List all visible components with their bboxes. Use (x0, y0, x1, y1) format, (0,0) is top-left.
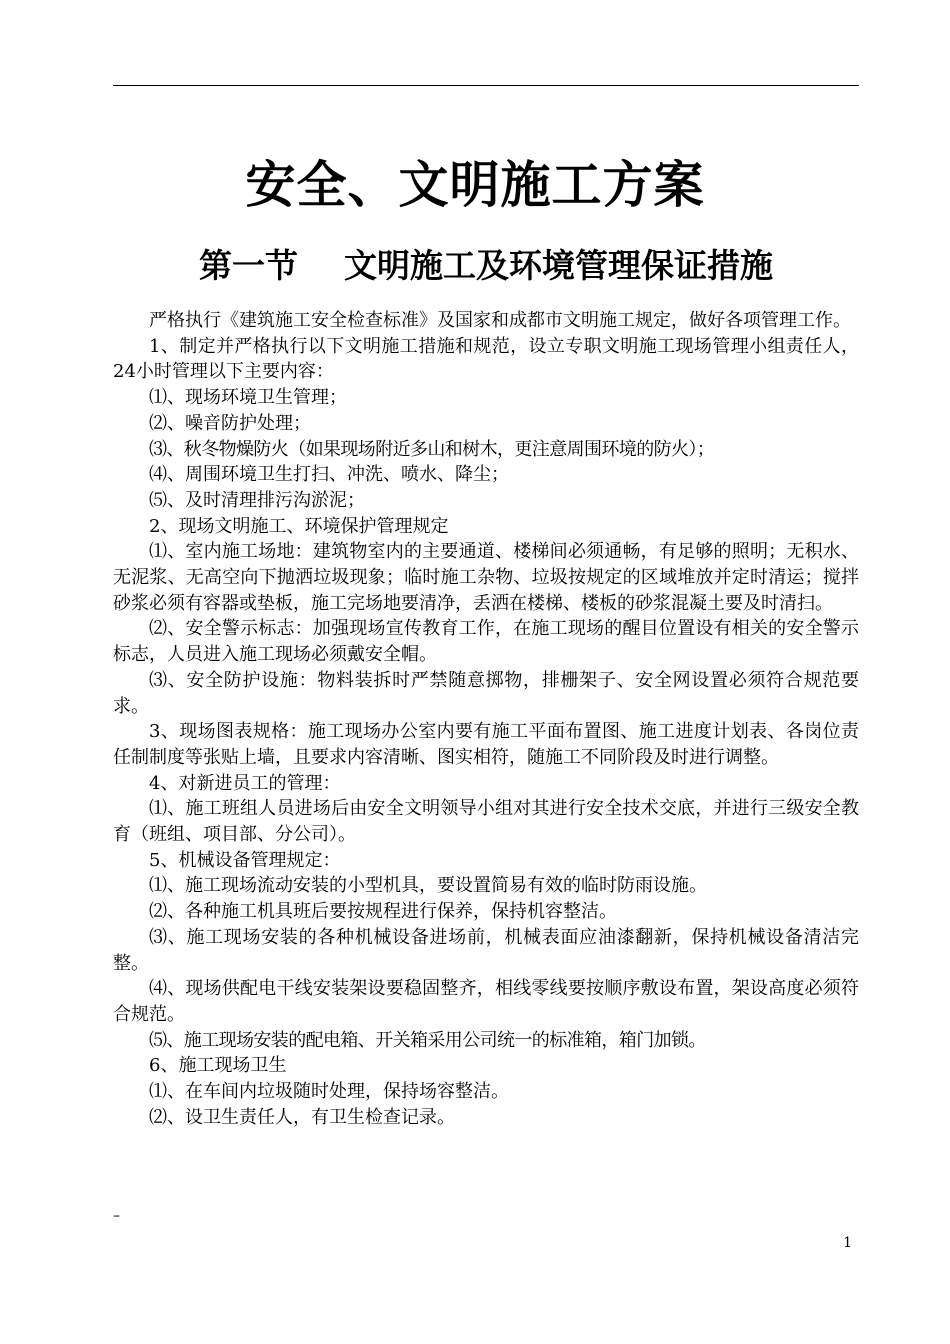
list-item: ⑴、施工班组人员进场后由安全文明领导小组对其进行安全技术交底，并进行三级安全教育（班组、项目部、分公司）。 (113, 798, 859, 846)
footer-mark: – (113, 1208, 120, 1224)
paragraph: 4、对新进员工的管理： (149, 772, 341, 794)
section-title: 第一节 文明施工及环境管理保证措施 (199, 246, 773, 285)
list-item: ⑴、室内施工场地：建筑物室内的主要通道、楼梯间必须通畅，有足够的照明；无积水、无泥浆、无高空向下抛洒垃圾现象；临时施工杂物、垃圾按规定的区域堆放并定时清运；搅拌砂浆必须有容器或垫板，施工完场地要清净，丢洒在楼梯、楼板的砂浆混凝土要及时清扫。 (113, 541, 859, 614)
list-item: ⑵、噪音防护处理； (149, 412, 311, 434)
list-item: ⑵、各种施工机具班后要按规程进行保养，保持机容整洁。 (149, 901, 617, 923)
page-number: 1 (843, 1235, 852, 1251)
list-item: ⑷、周围环境卫生打扫、冲洗、喷水、降尘； (149, 464, 509, 486)
list-item: ⑷、现场供配电干线安装架设要稳固整齐，相线零线要按顺序敷设布置，架设高度必须符合规范。 (113, 978, 859, 1025)
list-item: ⑶、施工现场安装的各种机械设备进场前，机械表面应油漆翻新，保持机械设备清洁完整。 (113, 926, 859, 974)
paragraph: 6、施工现场卫生 (149, 1055, 287, 1077)
list-item: ⑶、秋冬物燥防火（如果现场附近多山和树木，更注意周围环境的防火）； (149, 438, 715, 460)
list-item: ⑸、施工现场安装的配电箱、开关箱采用公司统一的标准箱，箱门加锁。 (149, 1029, 706, 1051)
paragraph: 1、制定并严格执行以下文明施工措施和规范，设立专职文明施工现场管理小组责任人，24小时管理以下主要内容： (113, 335, 859, 383)
list-item: ⑸、及时清理排污沟淤泥； (149, 489, 365, 511)
paragraph: 2、现场文明施工、环境保护管理规定 (149, 515, 449, 537)
list-item: ⑵、设卫生责任人，有卫生检查记录。 (149, 1106, 455, 1128)
list-item: ⑴、现场环境卫生管理； (149, 387, 347, 409)
paragraph: 严格执行《建筑施工安全检查标准》及国家和成都市文明施工规定，做好各项管理工作。 (149, 310, 851, 331)
document-body (113, 308, 859, 1131)
list-item: ⑵、安全警示标志：加强现场宣传教育工作，在施工现场的醒目位置设有相关的安全警示标志，人员进入施工现场必须戴安全帽。 (113, 618, 859, 666)
paragraph: 5、机械设备管理规定： (149, 849, 341, 871)
document-title: 安全、文明施工方案 (245, 155, 705, 214)
paragraph: 3、现场图表规格：施工现场办公室内要有施工平面布置图、施工进度计划表、各岗位责任制制度等张贴上墙，且要求内容清晰、图实相符，随施工不同阶段及时进行调整。 (113, 721, 859, 768)
header-rule (113, 85, 859, 86)
list-item: ⑴、施工现场流动安装的小型机具，要设置简易有效的临时防雨设施。 (149, 875, 707, 897)
list-item: ⑶、安全防护设施：物料装拆时严禁随意掷物，排栅架子、安全网设置必须符合规范要求。 (113, 669, 859, 717)
list-item: ⑴、在车间内垃圾随时处理，保持场容整洁。 (149, 1081, 509, 1103)
